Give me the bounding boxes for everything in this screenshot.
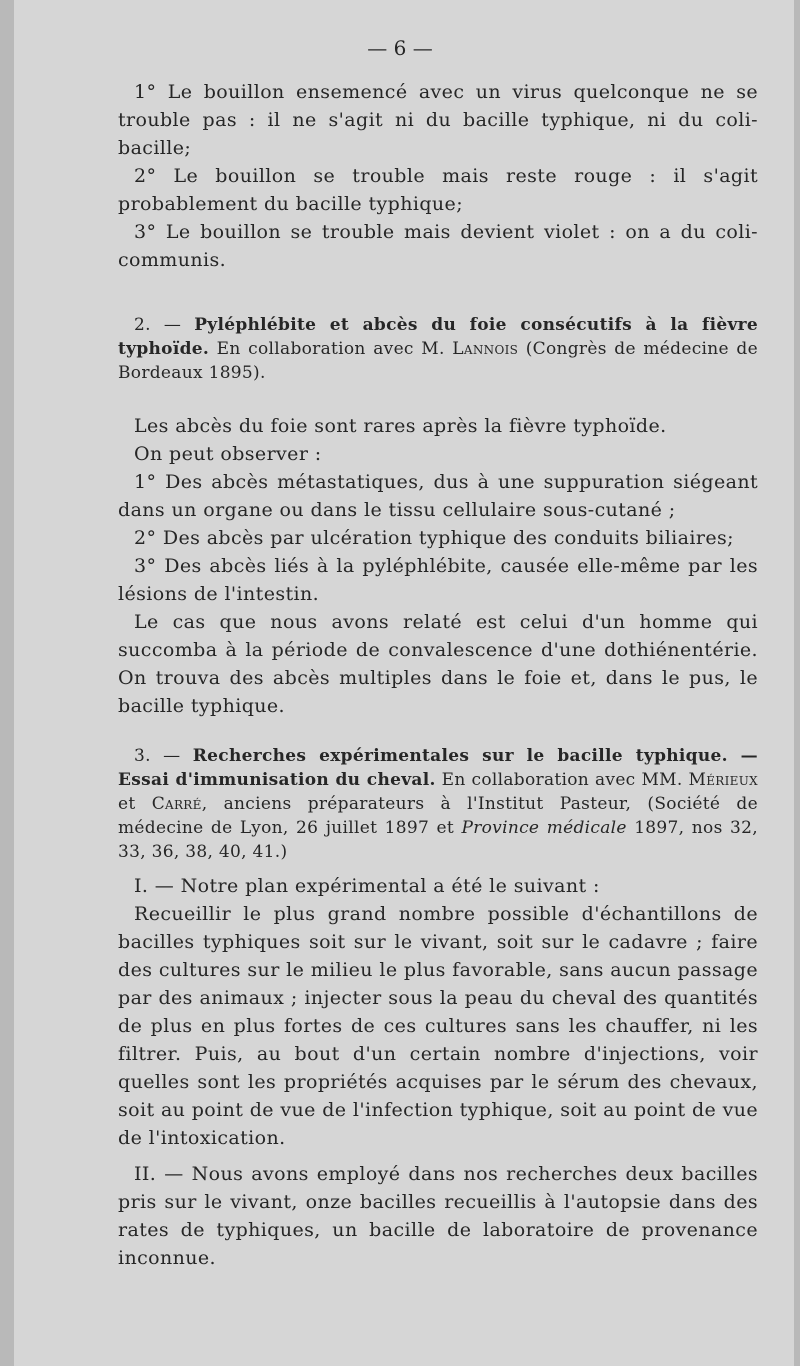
section-2-body xyxy=(118,412,758,720)
author-name: Lannois xyxy=(452,339,519,359)
section-2-paragraph: 2° Des abcès par ulcération typhique des conduits biliaires; xyxy=(134,527,734,549)
section-3-paragraph: I. — Notre plan expérimental a été le suivant : xyxy=(134,875,600,897)
intro-item-3: 3° Le bouillon se trouble mais devient violet : on a du coli-communis. xyxy=(118,221,758,271)
section-2-collab-suffix: (Congrès de médecine de Bordeaux 1895). xyxy=(118,339,758,383)
section-2-heading xyxy=(118,313,758,385)
section-2-paragraph: Le cas que nous avons relaté est celui d'un homme qui succomba à la période de convalescence d'une dothiénentérie. On trouva des abcès multiples dans le foie et, dans le pus, le bacille typhique. xyxy=(118,611,758,717)
section-3-connector: et xyxy=(118,794,136,814)
section-3-paragraph: II. — Nous avons employé dans nos recherches deux bacilles pris sur le vivant, onze bacilles recueillis à l'autopsie dans des rates de typhiques, un bacille de laboratoire de provenance inconnue. xyxy=(118,1163,758,1269)
section-2-title: Pyléphlébite et abcès du foie consécutifs à la fièvre typhoïde. xyxy=(118,315,759,359)
section-3-number: 3. — xyxy=(134,746,181,766)
section-3-paragraph: Recueillir le plus grand nombre possible d'échantillons de bacilles typhiques soit sur le vivant, soit sur le cadavre ; faire des cultures sur le milieu le plus favorable, sans aucun passage par des animaux ; injecter sous la peau du cheval des quantités de plus en plus fortes de ces cultures sans les chauffer, ni les filtrer. Puis, au bout d'un certain nombre d'injections, voir quelles sont les propriétés acquises par le sérum des chevaux, soit au point de vue de l'infection typhique, soit au point de vue de l'intoxication. xyxy=(118,903,759,1149)
section-2-citation xyxy=(118,313,758,385)
section-3-collab-mid: anciens préparateurs à l'Institut Pasteur, (Société de médecine de Lyon, 26 juillet 1897 et xyxy=(118,794,758,838)
intro-item-2: 2° Le bouillon se trouble mais reste rouge : il s'agit probablement du bacille typhique; xyxy=(118,165,758,215)
intro-list xyxy=(118,78,758,274)
section-3-collab-end: 1897, nos 32, 33, 36, 38, 40, 41.) xyxy=(118,818,758,862)
section-3-heading xyxy=(118,744,758,864)
section-2-paragraph: 1° Des abcès métastatiques, dus à une suppuration siégeant dans un organe ou dans le tissu cellulaire sous-cutané ; xyxy=(118,471,758,521)
section-2-collab-prefix: En collaboration avec M. xyxy=(216,339,445,359)
author-name: Mérieux xyxy=(688,770,758,790)
section-3-title: Recherches expérimentales sur le bacille typhique. — Essai d'immunisation du cheval. xyxy=(118,746,758,790)
section-2-paragraph: 3° Des abcès liés à la pyléphlébite, causée elle-même par les lésions de l'intestin. xyxy=(118,555,758,605)
section-2-number: 2. — xyxy=(134,315,182,335)
section-3-body xyxy=(118,872,758,1272)
section-2-paragraph: Les abcès du foie sont rares après la fièvre typhoïde. xyxy=(134,415,667,437)
section-2-paragraph: On peut observer : xyxy=(134,443,322,465)
section-3-collab-prefix: En collaboration avec MM. xyxy=(441,770,683,790)
intro-item-1: 1° Le bouillon ensemencé avec un virus quelconque ne se trouble pas : il ne s'agit ni du bacille typhique, ni du coli-bacille; xyxy=(118,81,758,159)
journal-title: Province médicale xyxy=(461,818,627,838)
section-3-citation xyxy=(118,744,758,864)
page-number: — 6 — xyxy=(367,36,433,60)
author-name: Carré, xyxy=(151,794,208,814)
